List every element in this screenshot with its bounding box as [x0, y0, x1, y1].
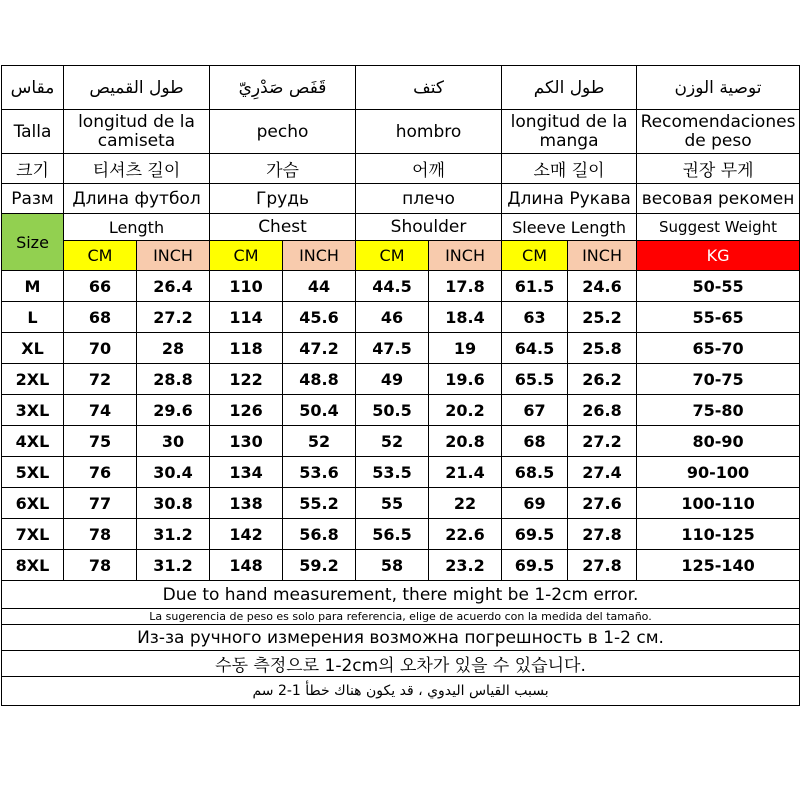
table-cell: 27.6	[568, 488, 637, 519]
unit-cell-cm: CM	[356, 241, 429, 271]
header-cell-text: longitud de la camiseta	[78, 112, 195, 150]
table-cell: 50-55	[637, 271, 800, 302]
table-cell: 118	[210, 333, 283, 364]
size-label-cell: 4XL	[2, 426, 64, 457]
header-cell	[502, 110, 637, 154]
header-cell: pecho	[210, 110, 356, 154]
table-row	[2, 426, 800, 457]
table-cell: 26.4	[137, 271, 210, 302]
header-cell	[637, 110, 800, 154]
note-row	[2, 651, 800, 677]
header-cell: طول القميص	[64, 66, 210, 110]
table-cell: 70-75	[637, 364, 800, 395]
table-cell: 55	[356, 488, 429, 519]
table-cell: 27.8	[568, 550, 637, 581]
table-cell: 50.4	[283, 395, 356, 426]
table-cell: 61.5	[502, 271, 568, 302]
table-cell: 25.8	[568, 333, 637, 364]
table-cell: 24.6	[568, 271, 637, 302]
table-cell: 80-90	[637, 426, 800, 457]
header-cell: 가슴	[210, 154, 356, 184]
table-cell: 18.4	[429, 302, 502, 333]
header-cell: 어깨	[356, 154, 502, 184]
table-cell: 19	[429, 333, 502, 364]
note-row	[2, 625, 800, 651]
header-cell: Suggest Weight	[637, 214, 800, 241]
size-label-cell: XL	[2, 333, 64, 364]
table-cell: 59.2	[283, 550, 356, 581]
unit-cell-cm: CM	[502, 241, 568, 271]
table-row	[2, 457, 800, 488]
table-cell: 30	[137, 426, 210, 457]
table-row	[2, 333, 800, 364]
unit-cell-inch: INCH	[137, 241, 210, 271]
size-label-cell: 3XL	[2, 395, 64, 426]
size-table	[1, 65, 800, 706]
header-cell: Chest	[210, 214, 356, 241]
table-cell: 25.2	[568, 302, 637, 333]
size-label-cell: 7XL	[2, 519, 64, 550]
table-cell: 21.4	[429, 457, 502, 488]
table-cell: 29.6	[137, 395, 210, 426]
header-cell: توصية الوزن	[637, 66, 800, 110]
header-cell: Разм	[2, 184, 64, 214]
table-cell: 122	[210, 364, 283, 395]
table-cell: 44	[283, 271, 356, 302]
header-cell: Грудь	[210, 184, 356, 214]
table-cell: 55-65	[637, 302, 800, 333]
table-cell: 49	[356, 364, 429, 395]
table-cell: 126	[210, 395, 283, 426]
note-text: La sugerencia de peso es solo para referencia, elige de acuerdo con la medida del tamaño.	[2, 609, 800, 625]
header-cell: Длина Рукава	[502, 184, 637, 214]
table-cell: 77	[64, 488, 137, 519]
table-cell: 52	[283, 426, 356, 457]
table-cell: 48.8	[283, 364, 356, 395]
header-cell: مقاس	[2, 66, 64, 110]
table-row	[2, 395, 800, 426]
table-cell: 27.8	[568, 519, 637, 550]
table-cell: 20.2	[429, 395, 502, 426]
table-cell: 30.8	[137, 488, 210, 519]
header-cell: Длина футбол	[64, 184, 210, 214]
table-cell: 53.6	[283, 457, 356, 488]
table-cell: 30.4	[137, 457, 210, 488]
note-row	[2, 609, 800, 625]
table-cell: 27.2	[137, 302, 210, 333]
header-cell: Talla	[2, 110, 64, 154]
table-cell: 52	[356, 426, 429, 457]
unit-row	[2, 241, 800, 271]
size-label-cell: L	[2, 302, 64, 333]
header-row-korean	[2, 154, 800, 184]
table-cell: 63	[502, 302, 568, 333]
table-cell: 125-140	[637, 550, 800, 581]
note-text: بسبب القياس اليدوي ، قد يكون هناك خطأ 1-2 سم	[2, 677, 800, 706]
header-cell: قَفَص صَدْرِيّ	[210, 66, 356, 110]
table-cell: 28	[137, 333, 210, 364]
table-cell: 26.2	[568, 364, 637, 395]
table-cell: 47.5	[356, 333, 429, 364]
header-cell: طول الكم	[502, 66, 637, 110]
table-cell: 17.8	[429, 271, 502, 302]
table-cell: 114	[210, 302, 283, 333]
table-cell: 47.2	[283, 333, 356, 364]
table-cell: 64.5	[502, 333, 568, 364]
note-text: Из-за ручного измерения возможна погрешность в 1-2 см.	[2, 625, 800, 651]
unit-cell-kg: KG	[637, 241, 800, 271]
table-cell: 58	[356, 550, 429, 581]
table-cell: 78	[64, 519, 137, 550]
size-label-cell: 6XL	[2, 488, 64, 519]
size-label-cell: M	[2, 271, 64, 302]
header-cell: hombro	[356, 110, 502, 154]
header-cell-text: Recomendaciones de peso	[640, 112, 796, 150]
table-cell: 70	[64, 333, 137, 364]
table-cell: 31.2	[137, 519, 210, 550]
header-row-arabic	[2, 66, 800, 110]
table-cell: 75	[64, 426, 137, 457]
table-cell: 56.5	[356, 519, 429, 550]
table-cell: 142	[210, 519, 283, 550]
table-cell: 56.8	[283, 519, 356, 550]
table-cell: 19.6	[429, 364, 502, 395]
header-cell	[64, 110, 210, 154]
table-row	[2, 550, 800, 581]
header-cell: Shoulder	[356, 214, 502, 241]
header-row-spanish	[2, 110, 800, 154]
table-cell: 27.4	[568, 457, 637, 488]
table-cell: 130	[210, 426, 283, 457]
table-cell: 68	[64, 302, 137, 333]
table-row	[2, 488, 800, 519]
table-cell: 20.8	[429, 426, 502, 457]
table-cell: 148	[210, 550, 283, 581]
table-cell: 75-80	[637, 395, 800, 426]
table-cell: 67	[502, 395, 568, 426]
size-chart	[0, 65, 800, 734]
table-cell: 26.8	[568, 395, 637, 426]
table-cell: 22.6	[429, 519, 502, 550]
header-cell: весовая рекомен	[637, 184, 800, 214]
table-cell: 68	[502, 426, 568, 457]
header-cell: плечо	[356, 184, 502, 214]
header-cell: 소매 길이	[502, 154, 637, 184]
header-cell: Sleeve Length	[502, 214, 637, 241]
table-row	[2, 364, 800, 395]
unit-cell-cm: CM	[210, 241, 283, 271]
size-table-body	[2, 271, 800, 581]
size-header-cell: Size	[2, 214, 64, 271]
table-cell: 46	[356, 302, 429, 333]
table-cell: 90-100	[637, 457, 800, 488]
table-cell: 28.8	[137, 364, 210, 395]
table-cell: 45.6	[283, 302, 356, 333]
header-cell-text: longitud de la manga	[510, 112, 628, 150]
table-cell: 134	[210, 457, 283, 488]
size-label-cell: 2XL	[2, 364, 64, 395]
table-cell: 68.5	[502, 457, 568, 488]
header-cell: 티셔츠 길이	[64, 154, 210, 184]
note-text: Due to hand measurement, there might be 1-2cm error.	[2, 581, 800, 609]
header-row-russian	[2, 184, 800, 214]
size-label-cell: 8XL	[2, 550, 64, 581]
unit-cell-inch: INCH	[283, 241, 356, 271]
table-cell: 78	[64, 550, 137, 581]
table-cell: 74	[64, 395, 137, 426]
header-cell: Length	[64, 214, 210, 241]
table-cell: 138	[210, 488, 283, 519]
table-cell: 44.5	[356, 271, 429, 302]
table-cell: 22	[429, 488, 502, 519]
table-cell: 53.5	[356, 457, 429, 488]
table-cell: 110	[210, 271, 283, 302]
table-cell: 100-110	[637, 488, 800, 519]
note-text: 수동 측정으로 1-2cm의 오차가 있을 수 있습니다.	[2, 651, 800, 677]
header-cell: كتف	[356, 66, 502, 110]
table-cell: 65-70	[637, 333, 800, 364]
size-label-cell: 5XL	[2, 457, 64, 488]
table-cell: 66	[64, 271, 137, 302]
unit-cell-inch: INCH	[429, 241, 502, 271]
table-cell: 55.2	[283, 488, 356, 519]
header-cell: 권장 무게	[637, 154, 800, 184]
unit-cell-cm: CM	[64, 241, 137, 271]
table-cell: 72	[64, 364, 137, 395]
table-cell: 50.5	[356, 395, 429, 426]
header-row-english	[2, 214, 800, 241]
header-cell: 크기	[2, 154, 64, 184]
table-cell: 23.2	[429, 550, 502, 581]
table-cell: 69.5	[502, 550, 568, 581]
note-row	[2, 581, 800, 609]
table-cell: 110-125	[637, 519, 800, 550]
table-row	[2, 519, 800, 550]
table-row	[2, 302, 800, 333]
table-cell: 76	[64, 457, 137, 488]
table-cell: 27.2	[568, 426, 637, 457]
table-cell: 69	[502, 488, 568, 519]
table-row	[2, 271, 800, 302]
table-cell: 65.5	[502, 364, 568, 395]
unit-cell-inch: INCH	[568, 241, 637, 271]
note-row	[2, 677, 800, 706]
table-cell: 31.2	[137, 550, 210, 581]
table-cell: 69.5	[502, 519, 568, 550]
